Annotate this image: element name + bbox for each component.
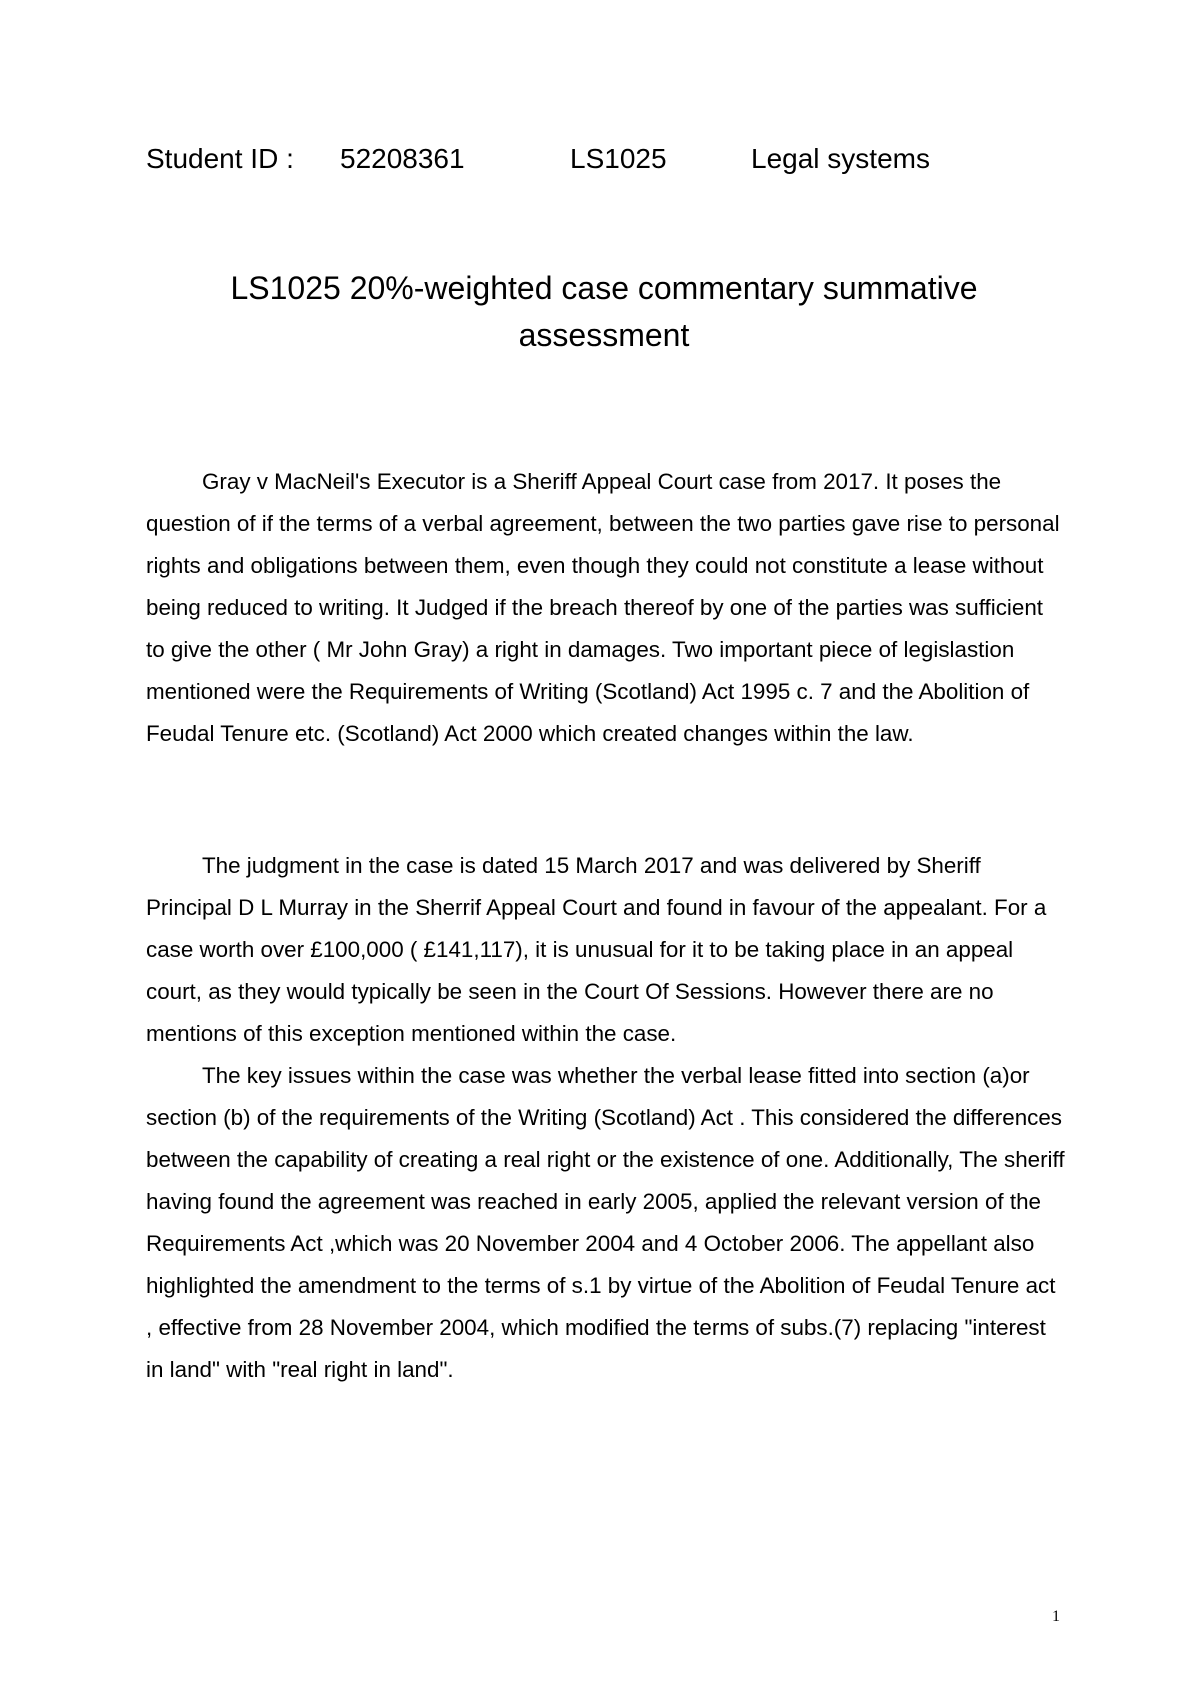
course-name: Legal systems — [751, 143, 930, 174]
paragraph-key-issues: The key issues within the case was whether the verbal lease fitted into section (a)or section (b) of the requirements of the Writing (Scotland) Act . This considered the differences between the capability of creating a real right or the existence of one. Additionally, The sheriff having found the agreement was reached in early 2005, applied the relevant version of the Requirements Act ,which was 20 November 2004 and 4 October 2006. The appellant also highlighted the amendment to the terms of s.1 by virtue of the Abolition of Feudal Tenure act , effective from 28 November 2004, which modified the terms of subs.(7) replacing "interest in land" with "real right in land". — [146, 1063, 1065, 1382]
body-block-2 — [146, 845, 1066, 1391]
student-id-label: Student ID : — [146, 143, 294, 174]
course-code: LS1025 — [570, 143, 667, 174]
page-number: 1 — [1052, 1608, 1060, 1625]
paragraph-intro: Gray v MacNeil's Executor is a Sheriff Appeal Court case from 2017. It poses the question of if the terms of a verbal agreement, between the two parties gave rise to personal rights and obligations between them, even though they could not constitute a lease without being reduced to writing. It Judged if the breach thereof by one of the parties was sufficient to give the other ( Mr John Gray) a right in damages. Two important piece of legislastion mentioned were the Requirements of Writing (Scotland) Act 1995 c. 7 and the Abolition of Feudal Tenure etc. (Scotland) Act 2000 which created changes within the law. — [146, 469, 1060, 746]
student-id-value: 52208361 — [340, 143, 465, 174]
paragraph-judgment: The judgment in the case is dated 15 March 2017 and was delivered by Sheriff Principal D L Murray in the Sherrif Appeal Court and found in favour of the appealant. For a case worth over £100,000 ( £141,117), it is unusual for it to be taking place in an appeal court, as they would typically be seen in the Court Of Sessions. However there are no mentions of this exception mentioned within the case. — [146, 853, 1047, 1046]
body-block-1 — [146, 461, 1066, 755]
document-title: LS1025 20%-weighted case commentary summative assessment — [230, 270, 978, 353]
